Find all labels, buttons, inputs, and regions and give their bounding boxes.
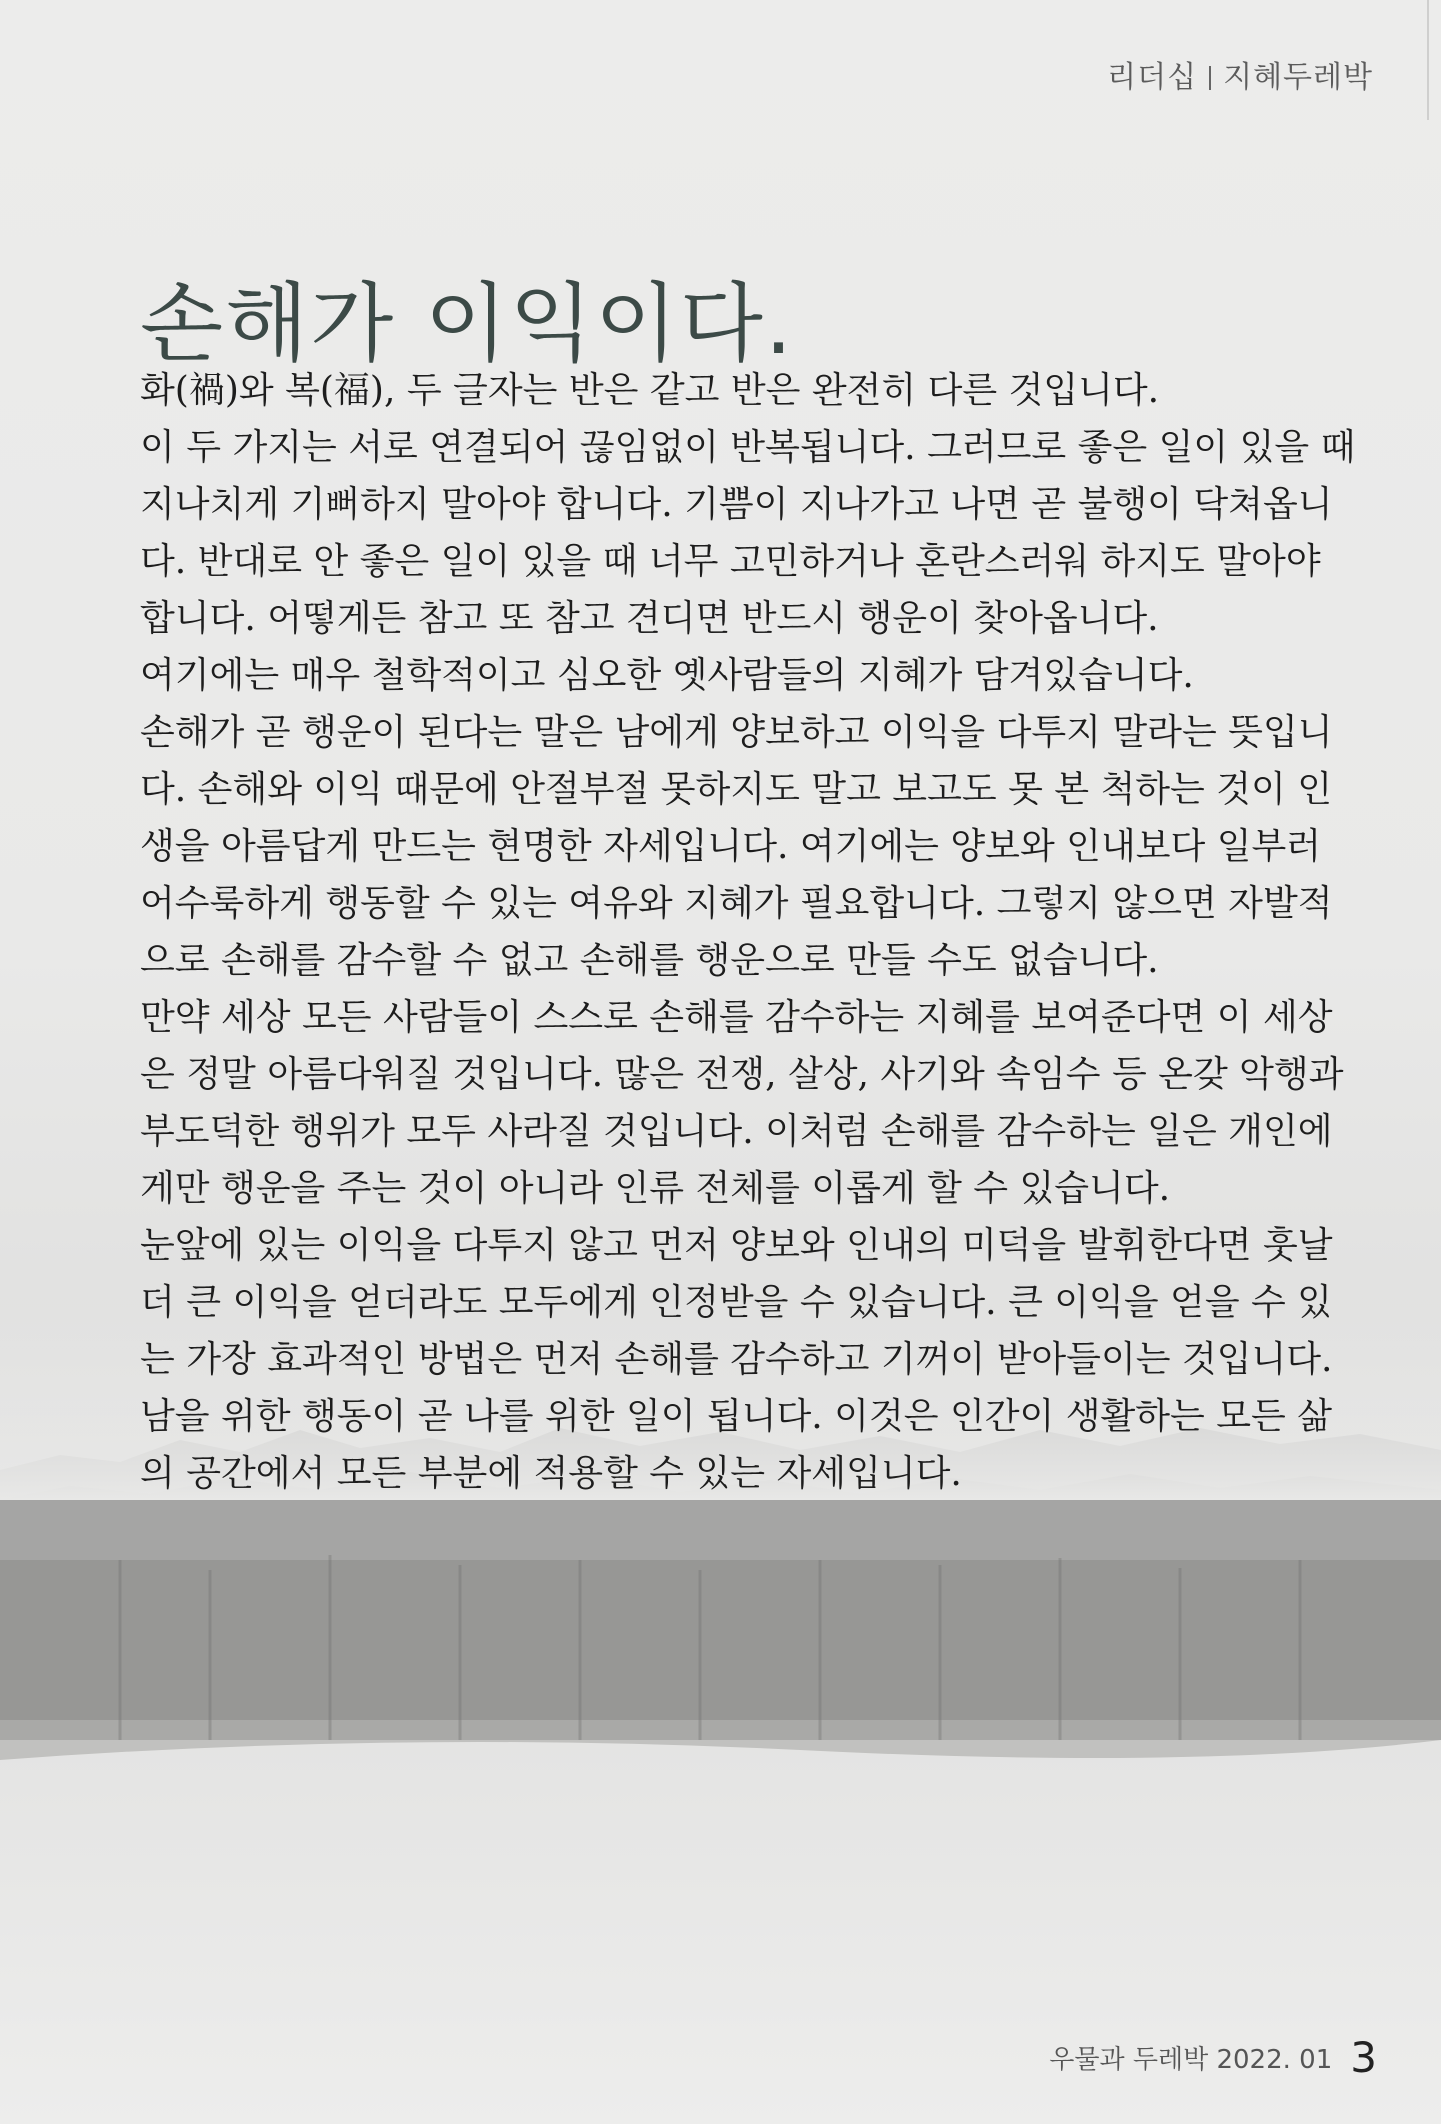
header-separator: [1209, 66, 1211, 90]
article-title: 손해가 이익이다.: [140, 273, 795, 374]
article-body: [140, 362, 1360, 1502]
publication-label: 우물과 두레박 2022. 01: [1049, 2045, 1333, 2075]
page-footer: [1049, 2033, 1377, 2082]
page-edge-line: [1427, 0, 1429, 120]
paragraph: 화(禍)와 복(福), 두 글자는 반은 같고 반은 완전히 다른 것입니다.: [140, 370, 1160, 411]
paragraph: 여기에는 매우 철학적이고 심오한 옛사람들의 지혜가 담겨있습니다.: [140, 655, 1194, 696]
paragraph: 만약 세상 모든 사람들이 스스로 손해를 감수하는 지혜를 보여준다면 이 세상은 정말 아름다워질 것입니다. 많은 전쟁, 살상, 사기와 속임수 등 온갖 악행과 부도덕한 행위가 모두 사라질 것입니다. 이처럼 손해를 감수하는 일은 개인에게만 행운을 주는 것이 아니라 인류 전체를 이롭게 할 수 있습니다.: [140, 997, 1344, 1209]
section-label: 리더십: [1107, 60, 1198, 95]
column-label: 지혜두레박: [1223, 60, 1373, 95]
paragraph: 이 두 가지는 서로 연결되어 끊임없이 반복됩니다. 그러므로 좋은 일이 있을 때 지나치게 기뻐하지 말아야 합니다. 기쁨이 지나가고 나면 곧 불행이 닥쳐옵니다. 반대로 안 좋은 일이 있을 때 너무 고민하거나 혼란스러워 하지도 말아야 합니다. 어떻게든 참고 또 참고 견디면 반드시 행운이 찾아옵니다.: [140, 427, 1356, 639]
page-number: 3: [1350, 2033, 1377, 2082]
paragraph: 손해가 곧 행운이 된다는 말은 남에게 양보하고 이익을 다투지 말라는 뜻입니다. 손해와 이익 때문에 안절부절 못하지도 말고 보고도 못 본 척하는 것이 인생을 아름답게 만드는 현명한 자세입니다. 여기에는 양보와 인내보다 일부러 어수룩하게 행동할 수 있는 여유와 지혜가 필요합니다. 그렇지 않으면 자발적으로 손해를 감수할 수 없고 손해를 행운으로 만들 수도 없습니다.: [140, 712, 1333, 981]
paragraph: 남을 위한 행동이 곧 나를 위한 일이 됩니다. 이것은 인간이 생활하는 모든 삶의 공간에서 모든 부분에 적용할 수 있는 자세입니다.: [140, 1396, 1333, 1494]
section-header: [1107, 52, 1373, 96]
paragraph: 눈앞에 있는 이익을 다투지 않고 먼저 양보와 인내의 미덕을 발휘한다면 훗날 더 큰 이익을 얻더라도 모두에게 인정받을 수 있습니다. 큰 이익을 얻을 수 있는 가장 효과적인 방법은 먼저 손해를 감수하고 기꺼이 받아들이는 것입니다.: [140, 1225, 1333, 1380]
